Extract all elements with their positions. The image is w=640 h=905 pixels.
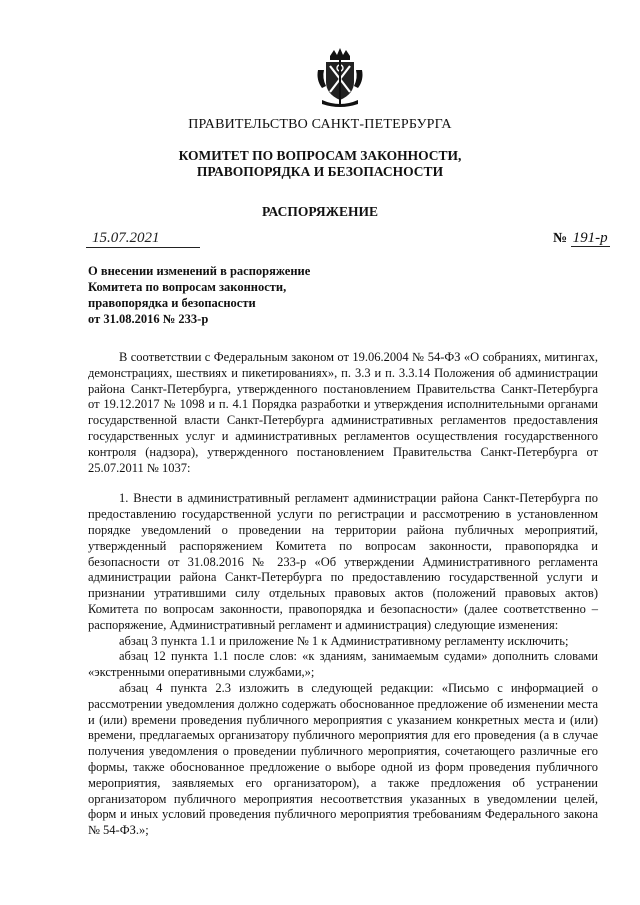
- coat-of-arms-icon: [314, 46, 366, 108]
- document-subject: [88, 263, 388, 327]
- subject-line-3: правопорядка и безопасности: [88, 296, 256, 310]
- document-body: [88, 350, 598, 839]
- subitem-3-paragraph: абзац 4 пункта 2.3 изложить в следующей редакции: «Письмо с информацией о рассмотрении уведомления должно содержать обоснованное предложение об изменении места и (или) времени проведения публичного мероприятия с указанием конкретных места и (или) времени, предлагаемых организатору публичного мероприятия для его проведения (а в случае получения уведомления о проведении публичного мероприятия, сочетающего различные его формы, также обоснованное предложение о выборе одной из форм проведения публичного мероприятия, заявляемых его организатором), а также предложения об устранении организатором публичного мероприятия несоответствия указанных в уведомлении целей, форм и иных условий проведения публичного мероприятия требованиям Федерального закона № 54-ФЗ.»;: [88, 680, 598, 838]
- subject-line-1: О внесении изменений в распоряжение: [88, 264, 311, 278]
- number-label: №: [553, 231, 568, 246]
- subject-line-2: Комитета по вопросам законности,: [88, 280, 287, 294]
- document-number: [553, 229, 619, 248]
- committee-title: [0, 148, 640, 180]
- subitem-2-paragraph: абзац 12 пункта 1.1 после слов: «к зданиям, занимаемым судами» дополнить словами «экстренными оперативными службами,»;: [88, 649, 598, 680]
- committee-line-1: КОМИТЕТ ПО ВОПРОСАМ ЗАКОННОСТИ,: [178, 148, 462, 163]
- subject-line-4: от 31.08.2016 № 233-р: [88, 312, 209, 326]
- number-value: 191-р: [572, 230, 608, 246]
- document-type: РАСПОРЯЖЕНИЕ: [261, 204, 379, 219]
- subitem-1-paragraph: абзац 3 пункта 1.1 и приложение № 1 к Административному регламенту исключить;: [119, 633, 569, 648]
- document-date: 15.07.2021: [86, 229, 200, 248]
- preamble-paragraph: В соответствии с Федеральным законом от 19.06.2004 № 54-ФЗ «О собраниях, митингах, демонстрациях, шествиях и пикетированиях», п. 3.3 и п. 3.3.14 Положения об администрации района Санкт-Петербурга, утвержденного постановлением Правительства Санкт-Петербурга от 19.12.2017 № 1098 и п. 4.1 Порядка разработки и утверждения исполнительными органами государственной власти Санкт-Петербурга административных регламентов предоставления государственных услуг и административных регламентов осуществления государственного контроля (надзора), утвержденного постановлением Правительства Санкт-Петербурга от 25.07.2011 № 1037:: [88, 350, 598, 475]
- committee-line-2: ПРАВОПОРЯДКА И БЕЗОПАСНОСТИ: [196, 164, 444, 179]
- item-1-paragraph: 1. Внести в административный регламент администрации района Санкт-Петербурга по предоставлению государственной услуги по регистрации и рассмотрению в установленном порядке уведомлений о проведении на территории района публичных мероприятий, утвержденный распоряжением Комитета по вопросам законности, правопорядка и безопасности от 31.08.2016 № 233-р «Об утверждении Административного регламента администрации района Санкт-Петербурга по предоставлению государственной услуги и признании утратившими силу отдельных правовых актов (положений правовых актов) Комитета по вопросам законности, правопорядка и безопасности» (далее соответственно – распоряжение, Административный регламент и администрация) следующие изменения:: [88, 491, 598, 632]
- government-title: ПРАВИТЕЛЬСТВО САНКТ-ПЕТЕРБУРГА: [188, 117, 452, 132]
